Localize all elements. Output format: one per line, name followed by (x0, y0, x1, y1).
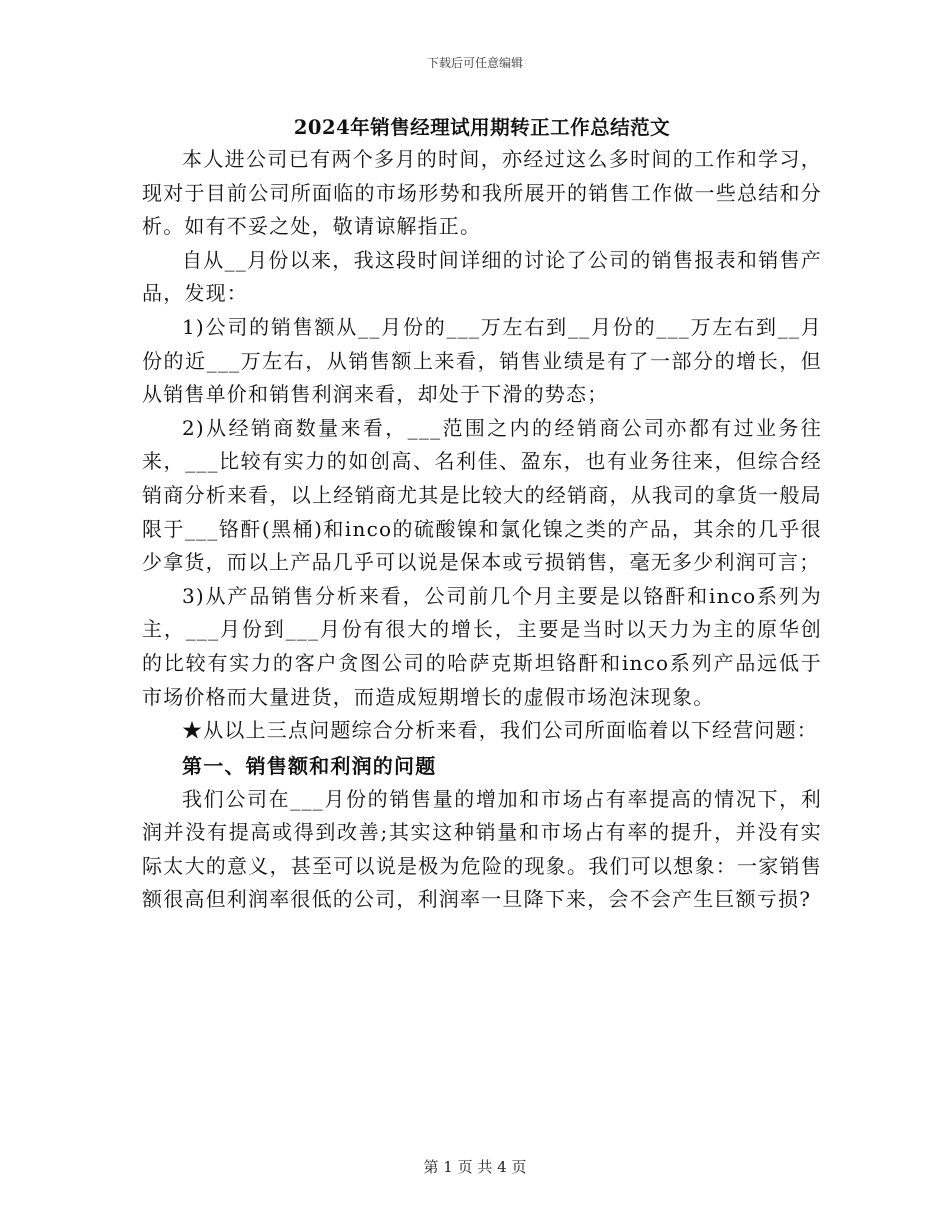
paragraph-findings-intro: 自从__月份以来，我这段时间详细的讨论了公司的销售报表和销售产品，发现： (142, 247, 822, 306)
document-body (142, 112, 822, 917)
paragraph-point-1: 1)公司的销售额从__月份的___万左右到__月份的___万左右到__月份的近___万左右，从销售额上来看，销售业绩是有了一部分的增长，但从销售单价和销售利润来看，却处于下滑的势态； (142, 314, 822, 407)
paragraph-intro: 本人进公司已有两个多月的时间，亦经过这么多时间的工作和学习，现对于目前公司所面临的市场形势和我所展开的销售工作做一些总结和分析。如有不妥之处，敬请谅解指正。 (142, 147, 822, 239)
page-header-note: 下载后可任意编辑 (426, 56, 523, 70)
paragraph-point-3: 3)从产品销售分析来看，公司前几个月主要是以铬酐和inco系列为主，___月份到___月份有很大的增长，主要是当时以天力为主的原华创的比较有实力的客户贪图公司的哈萨克斯坦铬酐和inco系列产品远低于市场价格而大量进货，而造成短期增长的虚假市场泡沫现象。 (142, 583, 822, 709)
document-title: 2024年销售经理试用期转正工作总结范文 (293, 116, 671, 139)
paragraph-summary: ★从以上三点问题综合分析来看，我们公司所面临着以下经营问题： (182, 718, 818, 743)
page-number: 第 1 页 共 4 页 (423, 1158, 527, 1176)
paragraph-point-2: 2)从经销商数量来看，___范围之内的经销商公司亦都有过业务往来，___比较有实力的如创高、名利佳、盈东，也有业务往来，但综合经销商分析来看，以上经销商尤其是比较大的经销商，从我司的拿货一般局限于___铬酐(黑桶)和inco的硫酸镍和氯化镍之类的产品，其余的几乎很少拿货，而以上产品几乎可以说是保本或亏损销售，毫无多少利润可言； (142, 415, 822, 575)
section-heading: 第一、销售额和利润的问题 (182, 753, 437, 778)
section-paragraph: 我们公司在___月份的销售量的增加和市场占有率提高的情况下，利润并没有提高或得到改善;其实这种销量和市场占有率的提升，并没有实际太大的意义，甚至可以说是极为危险的现象。我们可以想象：一家销售额很高但利润率很低的公司，利润率一旦降下来，会不会产生巨额亏损? (142, 786, 822, 912)
